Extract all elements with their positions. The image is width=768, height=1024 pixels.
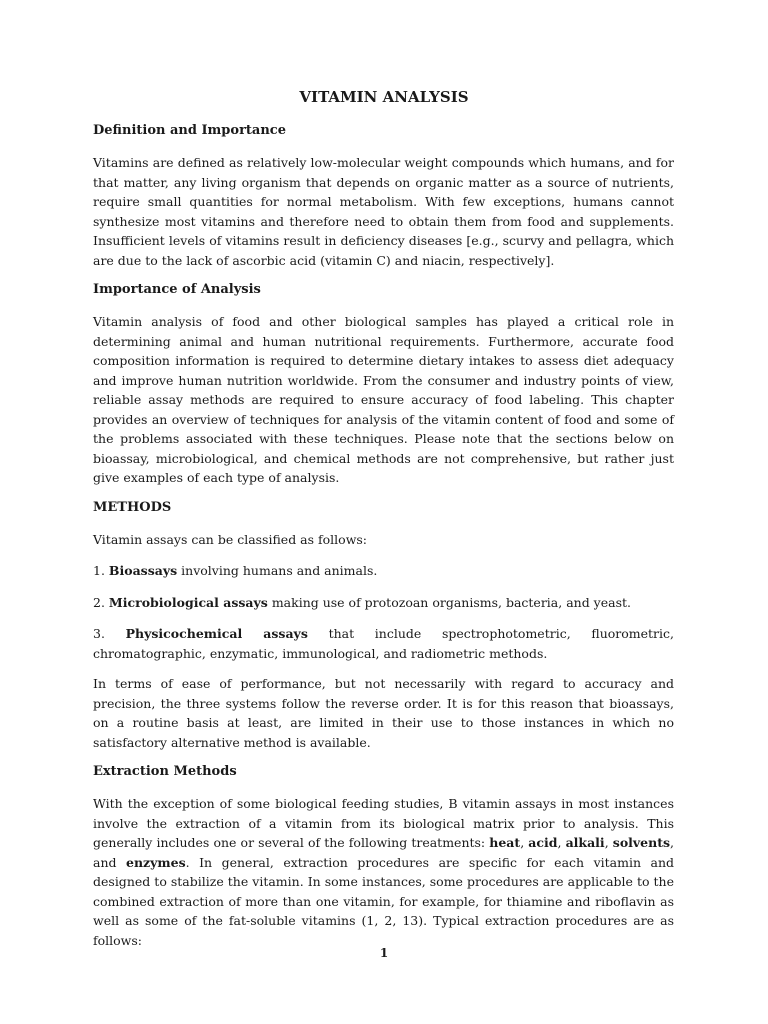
section-heading-methods: METHODS [93,499,172,515]
extraction-text-part-1: With the exception of some biological feeding studies, B vitamin assays in most instances involve the extraction of a vitamin from its biological matrix prior to analysis. This generally includes one or several of the following treatments: [93,796,674,850]
paragraph-methods: In terms of ease of performance, but not necessarily with regard to accuracy and precision, the three systems follow the reverse order. It is for this reason that bioassays, on a routine basis at least, are limited in their use to those instances in which no satisfactory alternative method is available. [93,676,674,750]
list-item-text: that include spectrophotometric, fluorometric, chromatographic, enzymatic, immunological, and radiometric methods. [93,626,674,661]
section-heading-extraction: Extraction Methods [93,764,237,779]
treatment-term: acid [528,835,558,850]
paragraph-extraction: With the exception of some biological feeding studies, B vitamin assays in most instances involve the extraction of a vitamin from its biological matrix prior to analysis. This generally includes one or several of the following treatments: heat, acid, alkali, solvents, and enzymes. In general, extraction procedures are specific for each vitamin and designed to stabilize the vitamin. In some instances, some procedures are applicable to the combined extraction of more than one vitamin, for example, for thiamine and riboflavin as well as some of the fat-soluble vitamins (1, 2, 13). Typical extraction procedures are as follows: [93,796,675,948]
treatment-term: enzymes [126,854,186,870]
list-item-number: 1. [93,563,105,578]
list-item-text: involving humans and animals. [181,563,378,578]
section-heading-importance: Importance of Analysis [93,282,261,297]
document-body [93,122,674,961]
paragraph-importance: Vitamin analysis of food and other biological samples has played a critical role in determining animal and human nutritional requirements. Furthermore, accurate food composition information is required to determine dietary intakes to assess diet adequacy and improve human nutrition worldwide. From the consumer and industry points of view, reliable assay methods are required to ensure accuracy of food labeling. This chapter provides an overview of techniques for analysis of the vitamin content of food and some of the problems associated with these techniques. Please note that the sections below on bioassay, microbiological, and chemical methods are not comprehensive, but rather just give examples of each type of analysis. [93,314,674,485]
list-item [93,624,674,663]
treatment-term: heat [489,835,521,850]
list-item-number: 3. [93,626,105,641]
list-item-number: 2. [93,594,105,610]
paragraph-definition: Vitamins are defined as relatively low-molecular weight compounds which humans, and for that matter, any living organism that depends on organic matter as a source of nutrients, require small quantities for normal metabolism. With few exceptions, humans cannot synthesize most vitamins and therefore need to obtain them from food and supplements. Insufficient levels of vitamins result in deficiency diseases [e.g., scurvy and pellagra, which are due to the lack of ascorbic acid (vitamin C) and niacin, respectively]. [93,155,674,268]
list-item-term: Bioassays [108,563,178,578]
list-item-text: making use of protozoan organisms, bacteria, and yeast. [271,594,631,610]
list-item-term: Physicochemical assays [125,626,308,641]
treatment-term: alkali [565,835,605,850]
list-item [93,593,674,613]
section-heading-definition: Definition and Importance [93,123,286,138]
treatment-term: solvents [612,835,671,850]
page-number: 1 [379,946,389,960]
page-title: VITAMIN ANALYSIS [299,88,469,106]
extraction-text-part-2: . In general, extraction procedures are specific for each vitamin and designed to stabilize the vitamin. In some instances, some procedures are applicable to the combined extraction of more than one vitamin, for example, for thiamine and riboflavin as well as some of the fat-soluble vitamins (1, 2, 13). Typical extraction procedures are as follows: [93,854,675,948]
methods-intro: Vitamin assays can be classified as follows: [93,531,368,547]
list-item [93,561,674,581]
list-item-term: Microbiological assays [108,594,268,610]
